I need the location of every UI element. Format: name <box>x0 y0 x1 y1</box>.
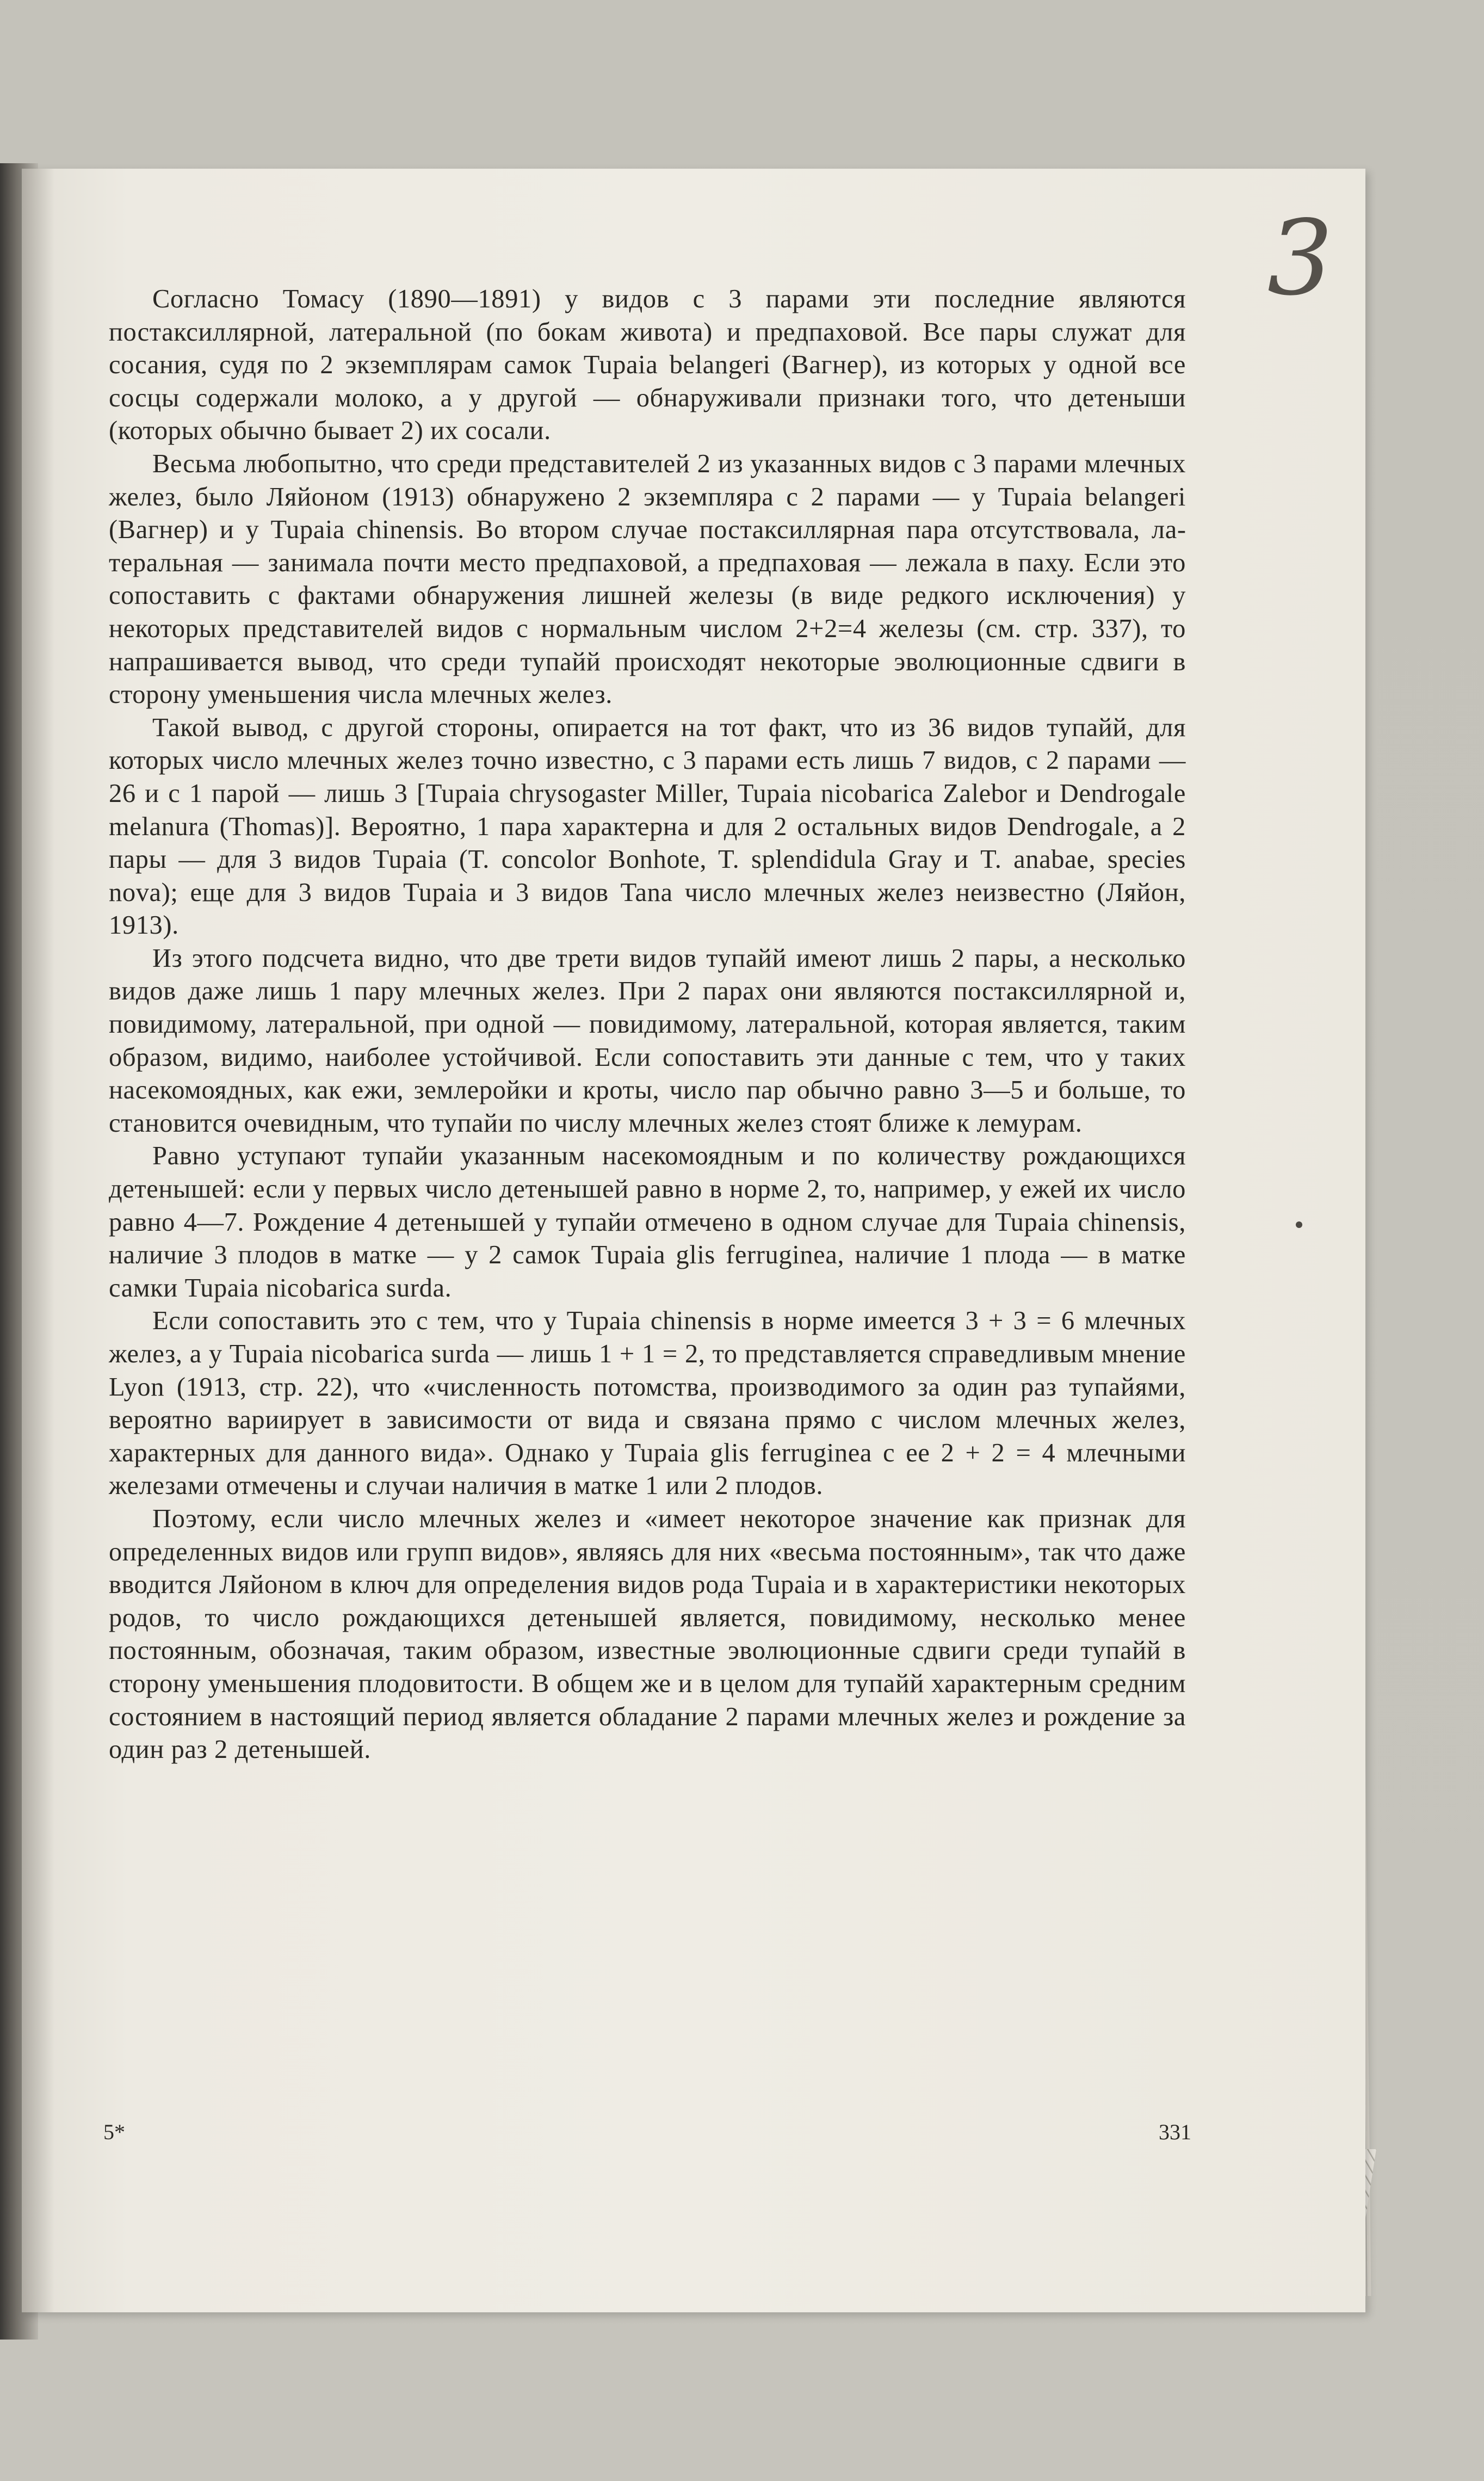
paragraph: Согласно Томасу (1890—1891) у видов с 3 парами эти последние являются постаксиллярной, латеральной (по бокам живота) и предпаховой. Все пары служат для сосания, судя по 2 экземплярам самок Tupaia belangeri (Вагнер), из которых у одной все сосцы содержали молоко, а у другой — обнаруживали признаки того, что детеныши (которых обычно бывает 2) их сосали. <box>109 285 1186 446</box>
paragraph: Из этого подсчета видно, что две трети видов тупайй имеют лишь 2 пары, а несколько видов даже лишь 1 пару млечных желез. При 2 парах они являются постаксиллярной и, повидимому, латеральной, при одной — повидимому, латеральной, которая является, таким образом, видимо, наиболее устойчивой. Если сопоставить эти данные с тем, что у таких насекомоядных, как ежи, землеройки и кроты, число пар обычно равно 3—5 и больше, то становится очевидным, что тупайи по числу млечных желез стоят ближе к лемурам. <box>109 943 1186 1138</box>
paragraph: Если сопоставить это с тем, что у Tupaia chinensis в норме имеется 3 + 3 = 6 млечных желез, а у Tupaia nicobarica surda — лишь 1 + 1 = 2, то представляется справедливым мнение Lyon (1913, стр. 22), что «численность потомства, производимого за один раз тупайями, вероятно вариирует в зависимости от вида и связана прямо с числом млечных желез, характерных для данного вида». Однако у Tupaia glis ferruginea с ее 2 + 2 = 4 млечными железами отмечены и случаи наличия в матке 1 или 2 плодов. <box>109 1306 1186 1501</box>
handwritten-page-number: 3 <box>1267 198 1333 318</box>
paragraph: Весьма любопытно, что среди представителей 2 из указанных видов с 3 парами млечных желез, было Ляйоном (1913) обнаружено 2 экземпляра с 2 парами — у Tupaia belangeri (Вагнер) и у Tupaia chinensis. Во втором случае постаксиллярная пара отсутствовала, латеральная — занимала почти место предпаховой, а предпаховая — лежала в паху. Если это сопоставить с фактами обнаружения лишней железы (в виде редкого исключения) у некоторых представителей видов с нормальным числом 2+2=4 железы (см. стр. 337), то напрашивается вывод, что среди тупайй происходят некоторые эволюционные сдвиги в сторону уменьшения числа млечных желез. <box>109 449 1186 709</box>
paragraph: Такой вывод, с другой стороны, опирается на тот факт, что из 36 видов тупайй, для которых число млечных желез точно известно, с 3 парами есть лишь 7 видов, с 2 парами — 26 и с 1 парой — лишь 3 [Tupaia chrysogaster Miller, Tupaia nicobarica Zalebor и Dendrogale melanura (Thomas)]. Вероятно, 1 пара характерна и для 2 остальных видов Dendrogale, а 2 пары — для 3 видов Tupaia (T. concolor Bonhote, T. splendidula Gray и T. anabae, species nova); еще для 3 видов Tupaia и 3 видов Tana число млечных желез неизвестно (Ляйон, 1913). <box>109 713 1186 940</box>
paragraph: Равно уступают тупайи указанным насекомоядным и по количеству рождающихся детенышей: если у первых число детенышей равно в норме 2, то, например, у ежей их число равно 4—7. Рождение 4 детенышей у тупайи отмечено в одном случае для Tupaia chinensis, наличие 3 плодов в матке — у 2 самок Tupaia glis ferruginea, наличие 1 плода — в матке самки Tupaia nicobarica surda. <box>109 1141 1186 1303</box>
body-text <box>109 283 1186 1767</box>
signature-mark: 5* <box>103 2120 125 2144</box>
ink-dot <box>1296 1221 1302 1228</box>
page-footer <box>103 2119 1191 2152</box>
page-gutter-shadow <box>22 169 54 2312</box>
paragraph: Поэтому, если число млечных желез и «имеет некоторое значение как признак для определенных видов или групп видов», являясь для них «весьма постоянным», так что даже вводится Ляйоном в ключ для определения видов рода Tupaia и в характеристики некоторых родов, то число рождающихся детенышей является, повидимому, несколько менее постоянным, обозначая, таким образом, известные эволюционные сдвиги среди тупайй в сторону уменьшения плодовитости. В общем же и в целом для тупайй характерным средним состоянием в настоящий период является обладание 2 парами млечных желез и рождение за один раз 2 детенышей. <box>109 1504 1186 1764</box>
page-number: 331 <box>1159 2120 1191 2144</box>
